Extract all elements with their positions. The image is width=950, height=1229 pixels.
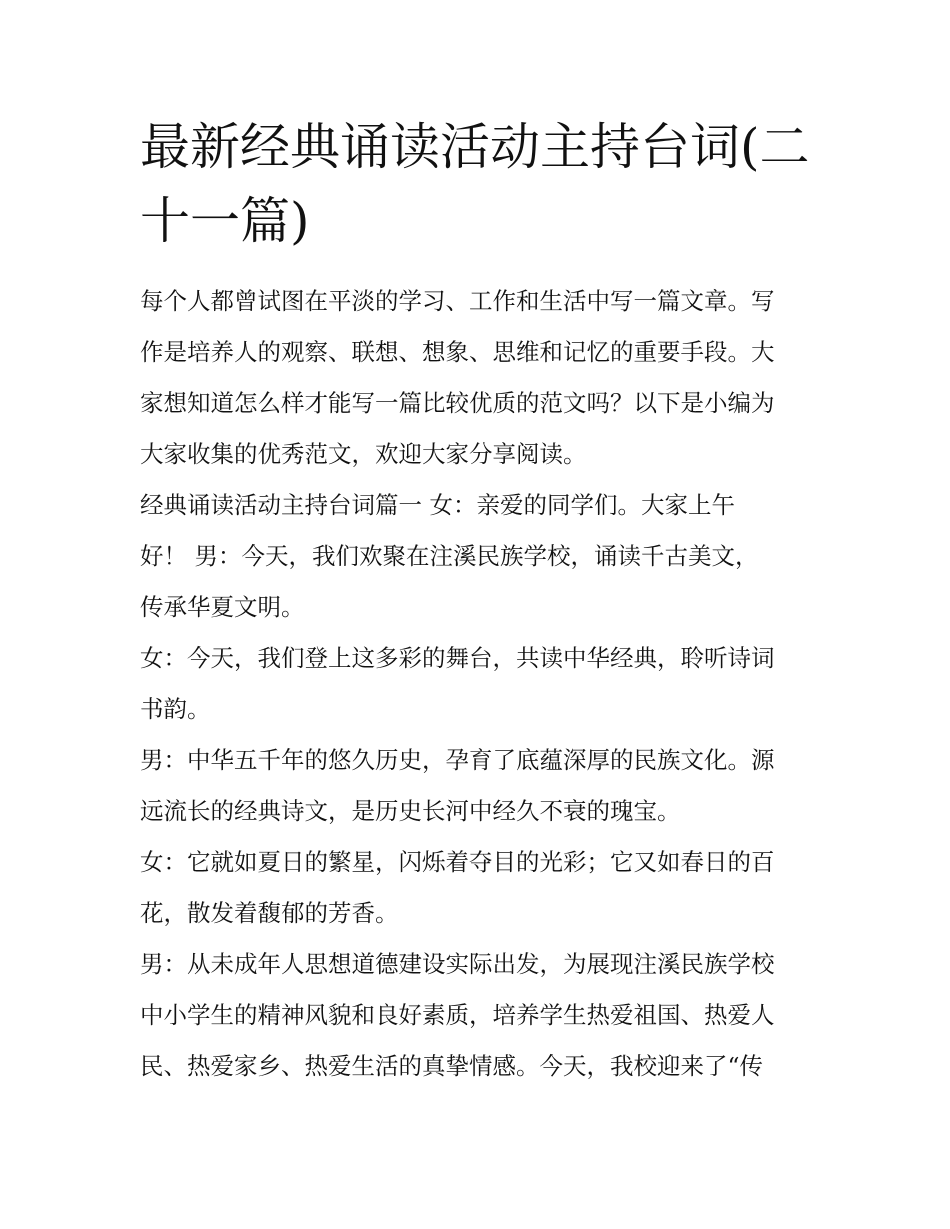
paragraph-line: 家想知道怎么样才能写一篇比较优质的范文吗？以下是小编为	[140, 389, 775, 417]
title-line-1: 最新经典诵读活动主持台词(二	[140, 118, 810, 176]
paragraph-line: 女：它就如夏日的繁星，闪烁着夺目的光彩；它又如春日的百	[140, 848, 775, 876]
paragraph-line: 男：中华五千年的悠久历史，孕育了底蕴深厚的民族文化。源	[140, 746, 775, 774]
paragraph-female-1	[140, 633, 820, 735]
paragraph-line: 花，散发着馥郁的芳香。	[140, 899, 399, 927]
paragraph-male-2	[140, 939, 820, 1092]
paragraph-line: 民、热爱家乡、热爱生活的真挚情感。今天，我校迎来了“传	[140, 1052, 764, 1080]
paragraph-line: 传承华夏文明。	[140, 593, 305, 621]
paragraph-line: 远流长的经典诗文，是历史长河中经久不衰的瑰宝。	[140, 797, 681, 825]
paragraph-female-2	[140, 837, 820, 939]
paragraph-line: 女：今天，我们登上这多彩的舞台，共读中华经典，聆听诗词	[140, 644, 775, 672]
paragraph-line: 中小学生的精神风貌和良好素质，培养学生热爱祖国、热爱人	[140, 1001, 775, 1029]
paragraph-line: 经典诵读活动主持台词篇一 女：亲爱的同学们。大家上午	[140, 491, 735, 519]
paragraph-line: 每个人都曾试图在平淡的学习、工作和生活中写一篇文章。写	[140, 287, 775, 315]
document-title	[140, 110, 820, 258]
paragraph-line: 好！ 男：今天，我们欢聚在注溪民族学校，诵读千古美文，	[140, 542, 759, 570]
paragraph-intro	[140, 276, 820, 480]
document-body	[140, 276, 820, 1092]
paragraph-line: 男：从未成年人思想道德建设实际出发，为展现注溪民族学校	[140, 950, 775, 978]
paragraph-line: 作是培养人的观察、联想、想象、思维和记忆的重要手段。大	[140, 338, 775, 366]
paragraph-opening	[140, 480, 820, 633]
title-line-2: 十一篇)	[140, 192, 310, 250]
paragraph-male-1	[140, 735, 820, 837]
paragraph-line: 大家收集的优秀范文，欢迎大家分享阅读。	[140, 440, 587, 468]
paragraph-line: 书韵。	[140, 695, 211, 723]
